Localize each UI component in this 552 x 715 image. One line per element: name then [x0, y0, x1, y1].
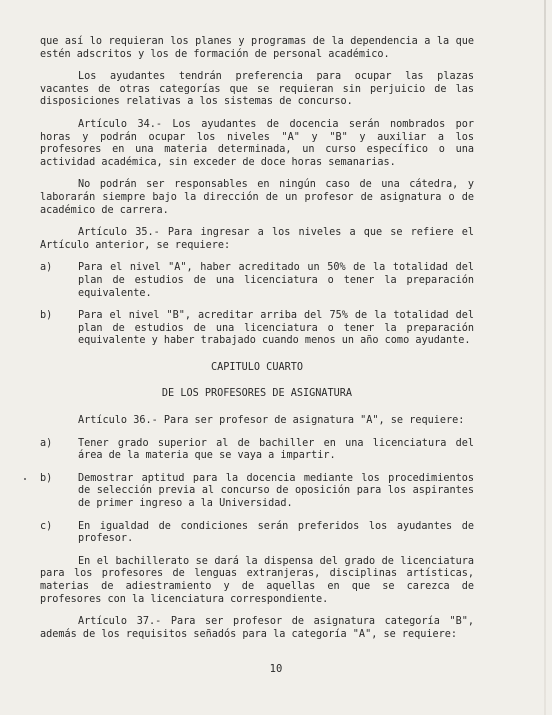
- list-item: [40, 310, 474, 348]
- paragraph: Los ayudantes tendrán preferencia para ocupar las plazas vacantes de otras categorías que se requieran sin perjuicio de las disposiciones relativas a los sistemas de concurso.: [40, 71, 474, 108]
- article-36: Artículo 36.- Para ser profesor de asignatura "A", se requiere:: [78, 415, 465, 427]
- list-label: b): [40, 310, 53, 322]
- list-text: Para el nivel "A", haber acreditado un 50% de la totalidad del plan de estudios de una licenciatura o tener la preparación equivalente.: [78, 262, 474, 299]
- article-37: Artículo 37.- Para ser profesor de asignatura categoría "B", además de los requisitos señadós para la categoría "A", se requiere:: [40, 616, 474, 640]
- list-text: Demostrar aptitud para la docencia mediante los procedimientos de selección previa al concurso de oposición para los aspirantes de primer ingreso a la Universidad.: [78, 472, 474, 510]
- list-item: [40, 473, 474, 511]
- list-label: b): [40, 472, 53, 484]
- paragraph: En el bachillerato se dará la dispensa del grado de licenciatura para los profesores de lenguas extranjeras, disciplinas artísticas, materias de adiestramiento y de aquellas en que se carezca de profesores con la licenciatura correspondiente.: [40, 555, 474, 605]
- page-edge-shadow: [544, 0, 546, 715]
- list-item: [40, 521, 474, 546]
- list-text: En igualdad de condiciones serán preferidos los ayudantes de profesor.: [78, 520, 474, 545]
- list-label: c): [40, 520, 53, 532]
- list-label: a): [40, 262, 53, 274]
- article-35: Artículo 35.- Para ingresar a los niveles a que se refiere el Artículo anterior, se requiere:: [40, 227, 474, 251]
- article-34: Artículo 34.- Los ayudantes de docencia serán nombrados por horas y podrán ocupar los niveles "A" y "B" y auxiliar a los profesores en una materia determinada, un curso específico o una actividad académica, sin exceder de doce horas semanarias.: [40, 118, 474, 168]
- paragraph: que así lo requieran los planes y programas de la dependencia a la que estén adscritos y los de formación de personal académico.: [40, 36, 474, 60]
- list-item: [40, 438, 474, 463]
- chapter-title: CAPITULO CUARTO: [210, 361, 303, 373]
- page-number: 10: [269, 663, 283, 675]
- chapter-subtitle: DE LOS PROFESORES DE ASIGNATURA: [161, 388, 353, 400]
- scan-speck: [24, 478, 26, 480]
- list-label: a): [40, 437, 53, 449]
- list-text: Para el nivel "B", acreditar arriba del 75% de la totalidad del plan de estudios de una licenciatura o tener la preparación equivalente y haber trabajado cuando menos un año como ayudante.: [78, 310, 474, 347]
- list-text: Tener grado superior al de bachiller en una licenciatura del área de la materia que se vaya a impartir.: [78, 437, 474, 462]
- paragraph: No podrán ser responsables en ningún caso de una cátedra, y laborarán siempre bajo la dirección de un profesor de asignatura o de académico de carrera.: [40, 179, 474, 216]
- list-item: [40, 262, 474, 300]
